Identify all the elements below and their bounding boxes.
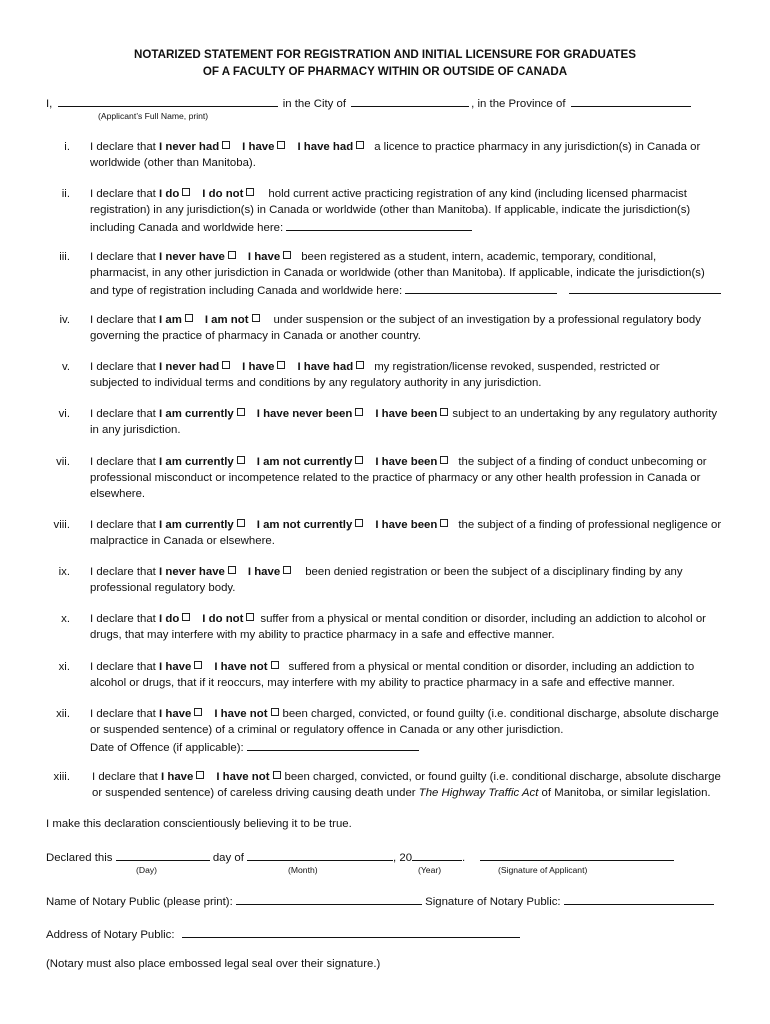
intro-province-label: , in the Province of bbox=[471, 98, 566, 110]
item-body bbox=[92, 770, 742, 802]
option-label: I never have bbox=[159, 251, 225, 263]
option-checkbox[interactable] bbox=[194, 708, 202, 716]
option-label: I have bbox=[247, 566, 281, 578]
item-text-line-1: under suspension or the subject of an investigation by a professional regulatory body bbox=[273, 314, 701, 326]
item-text-line-2: in any jurisdiction. bbox=[90, 423, 181, 436]
item-text-line-2: or suspended sentence) of a criminal or regulatory offence in Canada or any other jurisdiction. bbox=[90, 723, 564, 736]
option-label: I am currently bbox=[159, 408, 234, 420]
city-field[interactable] bbox=[351, 94, 469, 107]
item-body bbox=[90, 313, 740, 345]
declare-prefix: I declare that bbox=[90, 314, 156, 326]
option-checkbox[interactable] bbox=[222, 141, 230, 149]
notary-signature-label: Signature of Notary Public: bbox=[425, 896, 561, 908]
option-label: I have had bbox=[297, 361, 354, 373]
item-number: v. bbox=[61, 361, 70, 373]
option-checkbox[interactable] bbox=[271, 708, 279, 716]
item-text-line-2: or suspended sentence) of careless driving causing death under bbox=[92, 786, 419, 799]
item-text-line-2: professional regulatory body. bbox=[90, 581, 236, 594]
item-text-line-1: my registration/license revoked, suspended, restricted or bbox=[374, 361, 660, 373]
item-text-line-2: governing the practice of pharmacy in Canada or another country. bbox=[90, 329, 421, 342]
item-text-line-2: pharmacist, in any other jurisdiction in Canada or worldwide (other than Manitoba). If applicable, indicate the jurisdiction(s) bbox=[90, 266, 705, 279]
option-checkbox[interactable] bbox=[237, 519, 245, 527]
item-text-line-1: the subject of a finding of professional negligence or bbox=[458, 519, 722, 531]
day-hint: (Day) bbox=[136, 865, 158, 875]
option-checkbox[interactable] bbox=[194, 661, 202, 669]
applicant-signature-field[interactable] bbox=[480, 849, 674, 861]
item-number: i. bbox=[64, 141, 70, 153]
option-label: I have bbox=[159, 708, 192, 720]
notary-signature-field[interactable] bbox=[564, 893, 714, 905]
option-checkbox[interactable] bbox=[228, 251, 236, 259]
option-label: I have bbox=[161, 771, 194, 783]
declared-period: . bbox=[462, 852, 466, 864]
option-checkbox[interactable] bbox=[237, 408, 245, 416]
option-label: I do bbox=[159, 188, 180, 200]
option-checkbox[interactable] bbox=[273, 771, 281, 779]
notary-name-label: Name of Notary Public (please print): bbox=[46, 896, 233, 908]
item-number: xii. bbox=[56, 708, 70, 720]
option-label: I am not bbox=[204, 314, 249, 326]
option-checkbox[interactable] bbox=[252, 314, 260, 322]
item-text-line-1: a licence to practice pharmacy in any jurisdiction(s) in Canada or bbox=[374, 141, 701, 153]
option-label: I never had bbox=[159, 141, 220, 153]
item-text-line-3: Date of Offence (if applicable): bbox=[90, 741, 244, 754]
option-checkbox[interactable] bbox=[228, 566, 236, 574]
item-body bbox=[90, 660, 740, 692]
option-label: I have been bbox=[375, 456, 438, 468]
item-body bbox=[90, 518, 740, 550]
item-number: iii. bbox=[59, 251, 70, 263]
item-text-line-2: of Manitoba, or similar legislation. bbox=[538, 786, 711, 799]
option-checkbox[interactable] bbox=[283, 251, 291, 259]
option-label: I never have bbox=[159, 566, 225, 578]
applicant-name-hint: (Applicant’s Full Name, print) bbox=[98, 111, 209, 121]
option-checkbox[interactable] bbox=[440, 456, 448, 464]
item-body bbox=[90, 250, 740, 299]
option-label: I have bbox=[242, 141, 275, 153]
month-field[interactable] bbox=[247, 849, 393, 861]
declare-prefix: I declare that bbox=[90, 456, 156, 468]
item-number: iv. bbox=[59, 314, 70, 326]
item-text-line-1: hold current active practicing registration of any kind (including licensed pharmacist bbox=[268, 188, 687, 200]
option-label: I have been bbox=[375, 408, 438, 420]
item-body bbox=[90, 187, 740, 236]
option-label: I have not bbox=[214, 661, 268, 673]
answer-field[interactable] bbox=[405, 282, 557, 294]
option-checkbox[interactable] bbox=[355, 408, 363, 416]
option-label: I am currently bbox=[159, 519, 234, 531]
notary-name-field[interactable] bbox=[236, 893, 422, 905]
declare-prefix: I declare that bbox=[90, 708, 156, 720]
option-checkbox[interactable] bbox=[356, 141, 364, 149]
item-number: ii. bbox=[61, 188, 70, 200]
item-number: vii. bbox=[56, 456, 70, 468]
intro-prefix: I, bbox=[46, 98, 53, 110]
item-number: x. bbox=[61, 613, 70, 625]
day-field[interactable] bbox=[116, 849, 210, 861]
item-text-line-3: and type of registration including Canada and worldwide here: bbox=[90, 284, 403, 297]
option-label: I have bbox=[159, 661, 192, 673]
item-body bbox=[90, 140, 740, 172]
declare-prefix: I declare that bbox=[90, 613, 156, 625]
option-checkbox[interactable] bbox=[355, 456, 363, 464]
signature-hint: (Signature of Applicant) bbox=[498, 865, 588, 875]
item-number: vi. bbox=[58, 408, 70, 420]
item-text-line-1: been registered as a student, intern, academic, temporary, conditional, bbox=[301, 251, 657, 263]
item-text-line-3: including Canada and worldwide here: bbox=[90, 221, 284, 234]
option-label: I have not bbox=[216, 771, 270, 783]
notary-address-label: Address of Notary Public: bbox=[46, 929, 175, 941]
option-label: I do not bbox=[202, 188, 244, 200]
item-body bbox=[90, 455, 740, 502]
declare-prefix: I declare that bbox=[90, 408, 156, 420]
item-number: ix. bbox=[58, 566, 70, 578]
item-body bbox=[90, 565, 740, 597]
item-number: xiii. bbox=[53, 771, 70, 783]
option-label: I am not currently bbox=[256, 456, 353, 468]
option-checkbox[interactable] bbox=[277, 361, 285, 369]
act-name: The Highway Traffic Act bbox=[418, 786, 539, 799]
option-label: I have been bbox=[375, 519, 438, 531]
applicant-intro bbox=[46, 94, 736, 110]
option-checkbox[interactable] bbox=[222, 361, 230, 369]
applicant-name-field[interactable] bbox=[58, 94, 278, 107]
declare-prefix: I declare that bbox=[90, 361, 156, 373]
option-label: I am bbox=[159, 314, 182, 326]
declare-prefix: I declare that bbox=[90, 661, 156, 673]
item-text-line-1: been denied registration or been the subject of a disciplinary finding by any bbox=[305, 566, 683, 578]
item-text-line-1: been charged, convicted, or found guilty (i.e. conditional discharge, absolute discharge bbox=[282, 708, 719, 720]
option-label: I do bbox=[159, 613, 180, 625]
day-of-label: day of bbox=[212, 852, 244, 864]
declared-line bbox=[46, 849, 674, 864]
option-label: I have had bbox=[297, 141, 354, 153]
item-text-line-2: drugs, that may interfere with my ability to practice pharmacy in a safe and effective manner. bbox=[90, 628, 555, 641]
option-checkbox[interactable] bbox=[271, 661, 279, 669]
option-checkbox[interactable] bbox=[355, 519, 363, 527]
option-checkbox[interactable] bbox=[237, 456, 245, 464]
option-label: I have not bbox=[214, 708, 268, 720]
option-checkbox[interactable] bbox=[246, 188, 254, 196]
item-text-line-1: suffer from a physical or mental condition or disorder, including an addiction to alcohol or bbox=[260, 613, 706, 625]
option-checkbox[interactable] bbox=[185, 314, 193, 322]
item-text-line-1: subject to an undertaking by any regulatory authority bbox=[452, 408, 718, 420]
option-label: I never had bbox=[159, 361, 220, 373]
item-text-line-2: malpractice in Canada or elsewhere. bbox=[90, 534, 275, 547]
item-number: viii. bbox=[53, 519, 70, 531]
option-checkbox[interactable] bbox=[277, 141, 285, 149]
declare-prefix: I declare that bbox=[92, 771, 158, 783]
declare-prefix: I declare that bbox=[90, 251, 156, 263]
declare-prefix: I declare that bbox=[90, 566, 156, 578]
answer-field[interactable] bbox=[247, 739, 419, 751]
option-label: I have bbox=[242, 361, 275, 373]
declare-prefix: I declare that bbox=[90, 188, 156, 200]
option-checkbox[interactable] bbox=[196, 771, 204, 779]
document-title bbox=[0, 46, 770, 80]
item-text-line-1: the subject of a finding of conduct unbecoming or bbox=[458, 456, 707, 468]
option-label: I have never been bbox=[256, 408, 353, 420]
item-text-line-2: alcohol or drugs, that if it reoccurs, may interfere with my ability to practice pharmacy in a safe and effective manner. bbox=[90, 676, 675, 689]
option-checkbox[interactable] bbox=[283, 566, 291, 574]
item-text-line-2: professional misconduct or incompetence related to the practice of pharmacy or any other health profession in Canada or bbox=[90, 471, 701, 484]
title-line-1: NOTARIZED STATEMENT FOR REGISTRATION AND INITIAL LICENSURE FOR GRADUATES bbox=[134, 48, 636, 61]
option-label: I am not currently bbox=[256, 519, 353, 531]
item-text-line-1: suffered from a physical or mental condition or disorder, including an addiction to bbox=[288, 661, 695, 673]
answer-field[interactable] bbox=[286, 219, 472, 231]
item-body bbox=[90, 360, 740, 392]
item-text-line-2: worldwide (other than Manitoba). bbox=[90, 156, 256, 169]
item-number: xi. bbox=[58, 661, 70, 673]
option-checkbox[interactable] bbox=[182, 188, 190, 196]
option-checkbox[interactable] bbox=[182, 613, 190, 621]
declared-this-label: Declared this bbox=[46, 852, 113, 864]
option-label: I do not bbox=[202, 613, 244, 625]
option-checkbox[interactable] bbox=[440, 519, 448, 527]
month-hint: (Month) bbox=[288, 865, 318, 875]
option-label: I am currently bbox=[159, 456, 234, 468]
conscience-statement: I make this declaration conscientiously believing it to be true. bbox=[46, 818, 352, 830]
option-checkbox[interactable] bbox=[246, 613, 254, 621]
item-text-line-2: subjected to individual terms and conditions by any regulatory authority in any jurisdiction. bbox=[90, 376, 542, 389]
option-checkbox[interactable] bbox=[440, 408, 448, 416]
item-text-line-2: registration) in any jurisdiction(s) in Canada or worldwide (other than Manitoba). If applicable, indicate the jurisdiction(s) bbox=[90, 203, 691, 216]
province-field[interactable] bbox=[571, 94, 691, 107]
item-body bbox=[90, 707, 740, 756]
declare-prefix: I declare that bbox=[90, 141, 156, 153]
item-body bbox=[90, 612, 740, 644]
option-checkbox[interactable] bbox=[356, 361, 364, 369]
declare-prefix: I declare that bbox=[90, 519, 156, 531]
notary-address-line bbox=[46, 926, 520, 941]
notary-line bbox=[46, 893, 714, 908]
item-text-line-3: elsewhere. bbox=[90, 487, 146, 500]
intro-city-label: in the City of bbox=[282, 98, 346, 110]
item-body bbox=[90, 407, 740, 439]
year-prefix: , 20 bbox=[393, 852, 413, 864]
notary-address-field[interactable] bbox=[182, 926, 520, 938]
year-field[interactable] bbox=[412, 849, 462, 861]
seal-note: (Notary must also place embossed legal seal over their signature.) bbox=[46, 958, 381, 970]
year-hint: (Year) bbox=[418, 865, 442, 875]
title-line-2: OF A FACULTY OF PHARMACY WITHIN OR OUTSIDE OF CANADA bbox=[202, 65, 568, 78]
item-text-line-1: been charged, convicted, or found guilty (i.e. conditional discharge, absolute discharge bbox=[284, 771, 721, 783]
answer-field[interactable] bbox=[569, 282, 721, 294]
option-label: I have bbox=[247, 251, 281, 263]
